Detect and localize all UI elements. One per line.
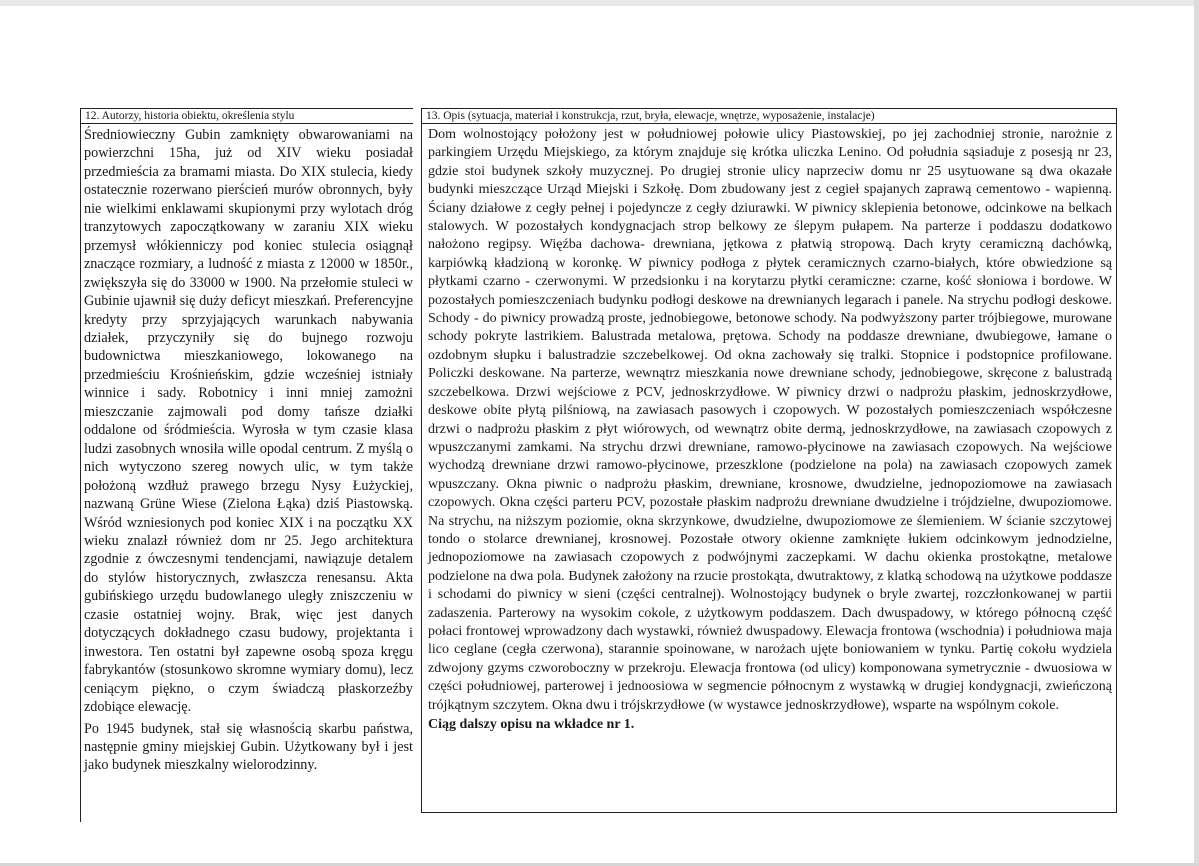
continuation-note: Ciąg dalszy opisu na wkładce nr 1.: [428, 717, 635, 732]
history-heading: 12. Autorzy, historia obiektu, określenia stylu: [81, 109, 413, 124]
history-paragraph-2: Po 1945 budynek, stał się własnością skarbu państwa, następnie gminy miejskiej Gubin. Użytkowany był i jest jako budynek mieszkalny wielorodzinny.: [84, 720, 413, 774]
description-section: [421, 108, 1117, 813]
history-paragraph-1: Średniowieczny Gubin zamknięty obwarowaniami na powierzchni 15ha, już od XIV wieku posiadał przedmieścia za bramami miasta. Do XIX stulecia, kiedy ostatecznie rozerwano pierścień murów obronnych, były nie wielkimi enklawami skupionymi przy wylotach dróg tranzytowych zapoczątkowany w zaraniu XIX wieku przemysł włókienniczy pod koniec stulecia osiągnął znaczące rozmiary, a ludność z miasta z 12000 w 1850r., zwiększyła się do 33000 w 1900. Na przełomie stuleci w Gubinie ujawnił się duży deficyt mieszkań. Preferencyjne kredyty przy sprzyjających warunkach nabywania działek, przyczyniły się do bujnego rozwoju budownictwa mieszkaniowego, lokowanego na przedmieściu Krośnieńskim, gdzie wcześniej istniały winnice i sady. Robotnicy i inni mniej zamożni mieszczanie zajmowali pod domy tańsze działki oddalone od śródmieścia. Wyrosła w tym czasie klasa ludzi zasobnych wnosiła wille opodal centrum. Z myślą o nich wytyczono szereg nowych ulic, w tym także położoną wzdłuż prawego brzegu Nysy Łużyckiej, nazwaną Grüne Wiese (Zielona Łąka) dziś Piastowską. Wśród wzniesionych pod koniec XIX i na początku XX wieku znalazł również dom nr 25. Jego architektura zgodnie z ówczesnymi tendencjami, nawiązuje detalem do stylów historycznych, zwłaszcza renesansu. Akta gubińskiego urzędu budowlanego uległy zniszczeniu w czasie ostatniej wojny. Brak, więc jest danych dotyczących dokładnego czasu budowy, projektanta i inwestora. Ten ostatni był zapewne osobą spoza kręgu fabrykantów (stosunkowo skromne wymiary domu), lecz ceniącym piękno, o czym świadczą płaskorzeźby zdobiące elewację.: [84, 127, 413, 716]
description-body: Dom wolnostojący położony jest w południowej połowie ulicy Piastowskiej, po jej zachodniej stronie, narożnie z parkingiem Urzędu Miejskiego, za którym znajduje się krótka uliczka Lenino. Od południa sąsiaduje z posesją nr 23, gdzie stoi budynek szkoły muzycznej. Po drugiej stronie ulicy naprzeciw domu nr 25 usytuowane są dwa okazałe budynki mieszczące Urząd Miejski i Szkołę. Dom zbudowany jest z cegieł spajanych zaprawą cementowo - wapienną. Ściany działowe z cegły pełnej i pojedyncze z cegły dziurawki. W piwnicy sklepienia betonowe, odcinkowe na belkach stalowych. W pozostałych kondygnacjach strop belkowy ze ślepym pułapem. Na parterze i poddaszu dodatkowo nałożono regipsy. Więźba dachowa- drewniana, jętkowa z płatwią stropową. Dach kryty ceramiczną dachówką, karpiówką kładzioną w koronkę. W piwnicy podłoga z płytek ceramicznych czarno-białych, które obwiedzione są płytkami czarno - czerwonymi. W przedsionku i na korytarzu płytki ceramiczne: czarne, kość słoniowa i bordowe. W pozostałych pomieszczeniach budynku podłogi deskowe na drewnianych legarach i panele. Na strychu podłogi deskowe. Schody - do piwnicy prowadzą proste, jednobiegowe, betonowe schody. Na podwyższony parter trójbiegowe, murowane schody pokryte lastrikiem. Balustrada metalowa, prętowa. Schody na poddasze drewniane, dwubiegowe, łamane o ozdobnym słupku i balustradzie szczebelkowej. Od okna zachowały się tralki. Stopnice i podstopnice profilowane. Policzki deskowane. Na parterze, wewnątrz mieszkania nowe drewniane schody, jednobiegowe, skręcone z balustradą szczebelkowa. Drzwi wejściowe z PCV, jednoskrzydłowe. W piwnicy drzwi o nadprożu płaskim, jednoskrzydłowe, deskowe obite płytą pilśniową, na zawiasach pasowych i czopowych. W pozostałych pomieszczeniach współczesne drzwi o nadprożu płaskim z płyt wiórowych, od wewnątrz obite dermą, jednoskrzydłowe, na zawiasach czopowych z wpuszczanymi zamkami. Na strychu drzwi drewniane, ramowo-płycinowe na zawiasach czopowych. Na wejściowe wychodzą drewniane drzwi ramowo-płycinowe, przeszklone (podzielone na pola) na zawiasach czopowych zamek wpuszczany. Okna piwnic o nadprożu płaskim, drewniane, krosnowe, dwudzielne, jednopoziomowe na zawiasach czopowych. Okna części parteru PCV, pozostałe płaskim nadprożu drewniane dwudzielne i trójdzielne, dwupoziomowe. Na strychu, na niższym poziomie, okna skrzynkowe, dwudzielne, dwupoziomowe ze ślemieniem. W ścianie szczytowej tondo o stolarce drewnianej, krosnowej. Pozostałe otwory okienne zamknięte łukiem odcinkowym jednodzielne, jednopoziomowe na zawiasach czopowych z podwójnymi zaczepkami. W dachu okienka prostokątne, metalowe podzielone na dwa pola. Budynek założony na rzucie prostokąta, dwutraktowy, z klatką schodową na użytkowe poddasze i schodami do piwnicy w sieni (części centralnej). Wolnostojący budynek o bryle zwartej, rozczłonkowanej w partii zadaszenia. Parterowy na wysokim cokole, z użytkowym poddaszem. Dach dwuspadowy, w którego północną część połaci frontowej wprowadzony dach wystawki, również dwuspadowy. Elewacja frontowa (wschodnia) i południowa maja lico ceglane (cegła czerwona), starannie spoinowane, w narożach ujęte boniowaniem w tynku. Partię cokołu wydziela zdwojony gzyms czworoboczny w przekroju. Elewacja frontowa (od ulicy) komponowana symetrycznie - dwuosiowa w części południowej, parterowej i jednoosiowa w segmencie północnym z wystawką w drugiej kondygnacji, zwieńczoną trójkątnym szczytem. Okna dwu i trójskrzydłowe (w wystawce jednoskrzydłowe), wsparte na wspólnym cokole.: [428, 127, 1112, 713]
description-heading: 13. Opis (sytuacja, materiał i konstrukcja, rzut, bryła, elewacje, wnętrze, wyposażenie, instalacje): [422, 109, 1116, 124]
column-bracket: [80, 806, 85, 822]
history-section: [80, 108, 413, 809]
description-text: [428, 126, 1112, 734]
scan-border-top: [0, 0, 1199, 6]
scan-border-right: [1194, 0, 1199, 866]
history-text: [84, 126, 413, 775]
